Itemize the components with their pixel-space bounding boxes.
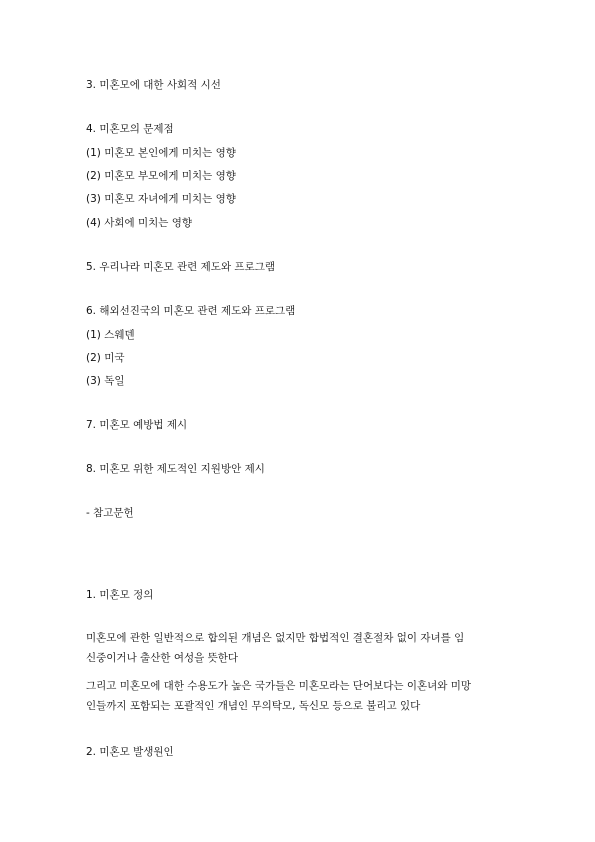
toc-item-5: 5. 우리나라 미혼모 관련 제도와 프로그램 (86, 261, 275, 273)
toc-item-4-1: (1) 미혼모 본인에게 미치는 영향 (86, 147, 236, 159)
toc-item-4-3: (3) 미혼모 자녀에게 미치는 영향 (86, 193, 236, 205)
section-1-heading: 1. 미혼모 정의 (86, 589, 154, 601)
toc-item-6-1: (1) 스웨덴 (86, 329, 135, 341)
toc-item-3: 3. 미혼모에 대한 사회적 시선 (86, 79, 221, 91)
toc-item-7: 7. 미혼모 예방법 제시 (86, 419, 188, 431)
paragraph-line: 그리고 미혼모에 대한 수용도가 높은 국가들은 미혼모라는 단어보다는 이혼녀와 미망 (86, 680, 472, 692)
toc-item-4-2: (2) 미혼모 부모에게 미치는 영향 (86, 170, 236, 182)
paragraph-line: 인들까지 포함되는 포괄적인 개념인 무의탁모, 독신모 등으로 불리고 있다 (86, 700, 421, 712)
section-2-heading: 2. 미혼모 발생원인 (86, 746, 174, 758)
toc-item-6-2: (2) 미국 (86, 352, 125, 364)
toc-item-4-4: (4) 사회에 미치는 영향 (86, 217, 193, 229)
paragraph-line: 미혼모에 관한 일반적으로 합의된 개념은 없지만 합법적인 결혼절차 없이 자녀를 임 (86, 632, 465, 644)
paragraph-line: 신중이거나 출산한 여성을 뜻한다 (86, 652, 239, 664)
toc-item-8: 8. 미혼모 위한 제도적인 지원방안 제시 (86, 463, 265, 475)
toc-item-6: 6. 해외선진국의 미혼모 관련 제도와 프로그램 (86, 305, 296, 317)
toc-item-4: 4. 미혼모의 문제점 (86, 123, 174, 135)
toc-item-6-3: (3) 독일 (86, 375, 125, 387)
toc-references: - 참고문헌 (86, 507, 134, 519)
paragraph-acceptance (86, 676, 526, 716)
paragraph-definition (86, 628, 526, 668)
